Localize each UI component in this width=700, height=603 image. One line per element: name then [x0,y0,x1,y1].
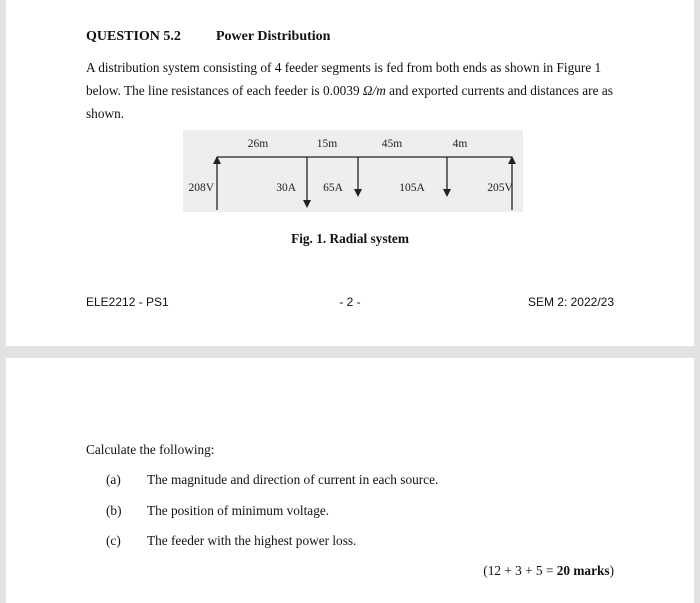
page-2 [6,358,694,603]
paragraph-unit: Ω/m [362,83,386,98]
load-2-current: 65A [323,182,343,194]
marks-prefix: (12 + 3 + 5 = [483,563,557,578]
load-3-current: 105A [399,182,425,194]
footer-course-code: ELE2212 - PS1 [86,295,169,309]
distance-label-1: 26m [247,138,269,150]
radial-system-figure [183,130,523,212]
item-c-label: (c) [106,533,121,548]
distance-label-4: 4m [452,138,468,150]
load-3-arrow [443,189,451,197]
marks-suffix: ) [609,563,614,578]
left-source-voltage: 208V [188,182,214,194]
item-b-text: The position of minimum voltage. [147,503,330,518]
item-b-label: (b) [106,503,122,518]
marks-bold: 20 marks [556,563,610,578]
load-1-arrow [303,200,311,208]
paragraph-text-2: and exported currents and distances are as shown. [86,83,613,121]
distance-label-2: 15m [316,138,338,150]
load-1-current: 30A [276,182,296,194]
marks-total [483,563,614,579]
question-paragraph [86,56,626,125]
item-c-text: The feeder with the highest power loss. [147,533,357,548]
question-title: Power Distribution [216,29,331,44]
footer-semester: SEM 2: 2022/23 [527,295,614,309]
page-1 [6,0,694,346]
radial-system-diagram [183,130,523,212]
calculate-intro: Calculate the following: [86,442,215,457]
distance-label-3: 45m [381,138,403,150]
item-a-label: (a) [106,472,121,487]
question-number: QUESTION 5.2 [86,29,181,44]
load-2-arrow [354,189,362,197]
figure-caption: Fig. 1. Radial system [291,231,409,246]
footer-page-number: - 2 - [339,295,361,309]
right-source-voltage: 205V [487,182,513,194]
paragraph-text-1: A distribution system consisting of 4 feeder segments is fed from both ends as shown in Figure 1 below. The line resistances of each feeder is 0.0039 [86,60,602,98]
item-a-text: The magnitude and direction of current in each source. [147,472,439,487]
